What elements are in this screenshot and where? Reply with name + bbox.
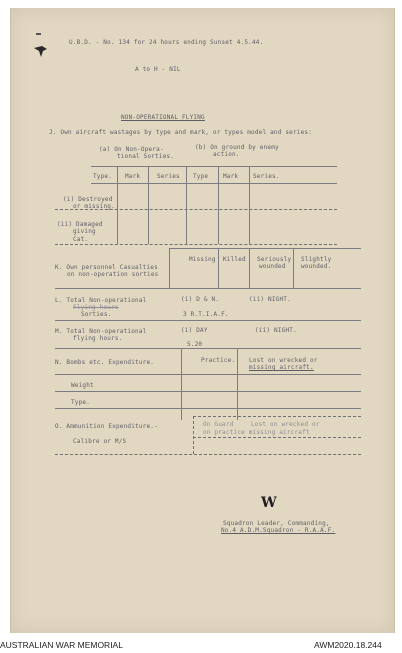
k-col-divider [169, 248, 170, 288]
l-sub: Sorties. [81, 311, 112, 318]
j-header-series-2: Series. [253, 173, 280, 180]
j-col-divider [218, 166, 219, 244]
j-row1-label: (i) Destroyed [63, 196, 113, 203]
o-bottom-line [55, 454, 361, 455]
l-value-3: 3 R.T.I.A.F. [183, 311, 229, 318]
o-label: O. Ammunition Expenditure.- [55, 423, 158, 430]
section-j-label: J. Own aircraft wastages by type and mark, or types model and series: [49, 129, 313, 136]
n-col-divider [237, 348, 238, 420]
o-top-line [193, 416, 361, 417]
section-jb-2: action. [213, 151, 240, 158]
k-col-divider [249, 248, 250, 288]
n-line-2 [55, 391, 361, 392]
n-weight: Weight [71, 382, 94, 389]
o-on-guard: On Guard [203, 421, 234, 428]
k-col-divider [293, 248, 294, 288]
n-line-3 [55, 408, 361, 409]
j-header-mark-2: Mark [223, 173, 239, 180]
k-seriously: Seriously [257, 256, 292, 263]
section-ja-2: tional Sorties. [117, 153, 175, 160]
k-killed: Killed [223, 256, 246, 263]
k-label: K. Own personnel Casualties [55, 264, 158, 271]
n-missing: missing aircraft. [249, 364, 314, 371]
j-table-top [91, 166, 337, 167]
j-col-divider [186, 166, 187, 244]
o-mid-line [193, 437, 361, 438]
j-header-type: Type. [93, 173, 113, 180]
n-type: Type. [71, 399, 91, 406]
m-bottom-line [55, 348, 361, 349]
footer-credit: AUSTRALIAN WAR MEMORIAL [0, 640, 123, 650]
document-page [10, 8, 395, 633]
j-row2-label-3: Cat. [73, 236, 89, 243]
header-line-1: U.B.D. - No. 134 for 24 hours ending Sunset 4.5.44. [69, 39, 264, 46]
n-line-1 [55, 374, 361, 375]
n-practice: Practice. [201, 357, 236, 364]
signature-line-2: No.4 A.D.M.Squadron - R.A.A.F. [221, 527, 336, 534]
k-slightly: Slightly [301, 256, 332, 263]
k-label-2: on non-operation sorties [67, 271, 159, 278]
section-jb: (b) On ground by enemy [195, 144, 279, 151]
n-col-divider [181, 348, 182, 420]
o-practice: on practice missing aircraft [203, 429, 310, 436]
l-struck: Flying hours [73, 304, 119, 311]
ink-mark [36, 33, 41, 35]
k-wounded-2: wounded. [301, 263, 332, 270]
l-value-1: (i) D & N. [181, 296, 220, 303]
k-col-divider [218, 248, 219, 288]
j-row1-label-2: or missing. [73, 203, 115, 210]
o-col-divider [193, 416, 194, 454]
signature-mark: W [261, 495, 277, 511]
n-lost: Lost on wrecked or [249, 357, 318, 364]
j-header-type-2: Type [193, 173, 209, 180]
j-header-series: Series [157, 173, 180, 180]
header-line-2: A to H - NIL [135, 66, 181, 73]
k-bottom-line [55, 288, 361, 289]
m-label: M. Total Non-operational [55, 328, 147, 335]
j-table-header-line [91, 183, 337, 184]
k-top-line [169, 248, 361, 249]
j-col-divider [148, 166, 149, 244]
section-ja: (a) On Non-Opera- [99, 146, 164, 153]
j-header-mark: Mark [125, 173, 141, 180]
l-bottom-line [55, 320, 361, 321]
o-sub: Calibre or M/S [73, 438, 127, 445]
l-label: L. Total Non-operational [55, 297, 147, 304]
j-col-divider [117, 166, 118, 244]
m-value-1: (i) DAY [181, 327, 208, 334]
m-value-2: (ii) NIGHT. [255, 327, 297, 334]
k-missing: Missing [189, 256, 216, 263]
ink-blot-icon [33, 44, 49, 58]
n-label: N. Bombs etc. Expenditure. [55, 359, 155, 366]
o-lost: Lost on wrecked or [251, 421, 320, 428]
signature-line-1: Squadron Leader, Commanding, [223, 520, 330, 527]
j-col-divider [249, 166, 250, 244]
l-value-2: (ii) NIGHT. [249, 296, 291, 303]
k-wounded: wounded [259, 263, 286, 270]
m-value-3: 5.20 [187, 341, 203, 348]
m-sub: flying hours. [73, 335, 123, 342]
section-title: NON-OPERATIONAL FLYING [121, 114, 205, 121]
j-row2-label: (ii) Damaged [57, 221, 103, 228]
footer-accession: AWM2020.18.244 [314, 640, 382, 650]
j-row2-label-2: giving [73, 228, 96, 235]
j-table-bottom [55, 244, 337, 245]
